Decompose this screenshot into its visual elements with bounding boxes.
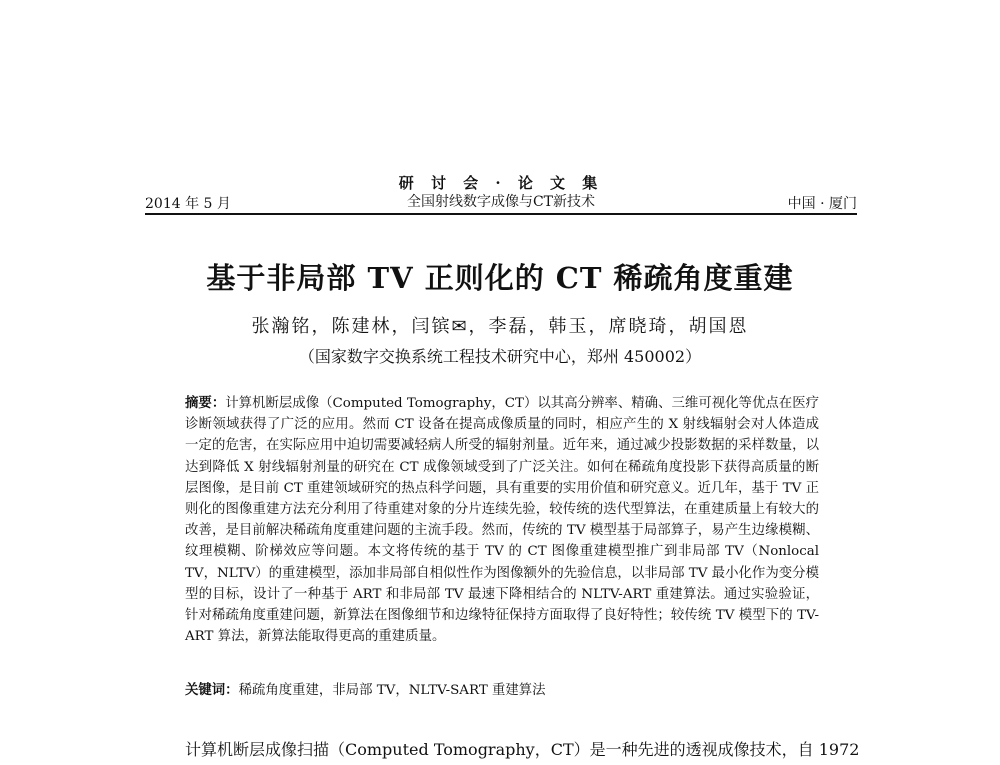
abstract-label: 摘要： — [185, 395, 226, 411]
author-list: 张瀚铭，陈建林，闫镔✉，李磊，韩玉，席晓琦，胡国恩 — [251, 316, 749, 337]
conference-info — [145, 174, 857, 212]
abstract — [185, 393, 819, 647]
keywords-label: 关键词： — [185, 682, 239, 698]
keywords-text: 稀疏角度重建，非局部 TV，NLTV-SART 重建算法 — [238, 683, 546, 698]
header-divider — [145, 213, 857, 215]
abstract-text: 计算机断层成像（Computed Tomography，CT）以其高分辨率、精确、三维可视化等优点在医疗诊断领域获得了广泛的应用。然而 CT 设备在提高成像质量的同时，相应产生的 X 射线辐射会对人体造成一定的危害，在实际应用中迫切需要减轻病人所受的辐射剂量。近年来，通过减少投影数据的采样数量，以达到降低 X 射线辐射剂量的研究在 CT 成像领域受到了广泛关注。如何在稀疏角度投影下获得高质量的断层图像，是目前 CT 重建领域研究的热点科学问题，具有重要的实用价值和研究意义。近几年，基于 TV 正则化的图像重建方法充分利用了待重建对象的分片连续先验，较传统的迭代型算法，在重建质量上有较大的改善，是目前解决稀疏角度重建问题的主流手段。然而，传统的 TV 模型基于局部算子，易产生边缘模糊、纹理模糊、阶梯效应等问题。本文将传统的基于 TV 的 CT 图像重建模型推广到非局部 TV（Nonlocal TV，NLTV）的重建模型，添加非局部自相似性作为图像额外的先验信息，以非局部 TV 最小化作为变分模型的目标，设计了一种基于 ART 和非局部 TV 最速下降相结合的 NLTV-ART 重建算法。通过实验验证，针对稀疏角度重建问题，新算法在图像细节和边缘特征保持方面取得了良好特性；较传统 TV 模型下的 TV-ART 算法，新算法能取得更高的重建质量。 — [185, 396, 820, 645]
keywords — [185, 680, 819, 701]
conference-name: 全国射线数字成像与CT新技术 — [406, 194, 596, 210]
conference-location: 中国 · 厦门 — [787, 196, 857, 212]
affiliation: （国家数字交换系统工程技术研究中心，郑州 450002） — [298, 347, 702, 366]
conference-date: 2014 年 5 月 — [145, 196, 231, 212]
body-text-cutoff: 计算机断层成像扫描（Computed Tomography，CT）是一种先进的透视成像技术，自 1972 — [185, 740, 860, 759]
paper-title: 基于非局部 TV 正则化的 CT 稀疏角度重建 — [206, 261, 794, 295]
page-header — [145, 174, 857, 214]
conference-type: 研 讨 会 · 论 文 集 — [398, 174, 604, 192]
